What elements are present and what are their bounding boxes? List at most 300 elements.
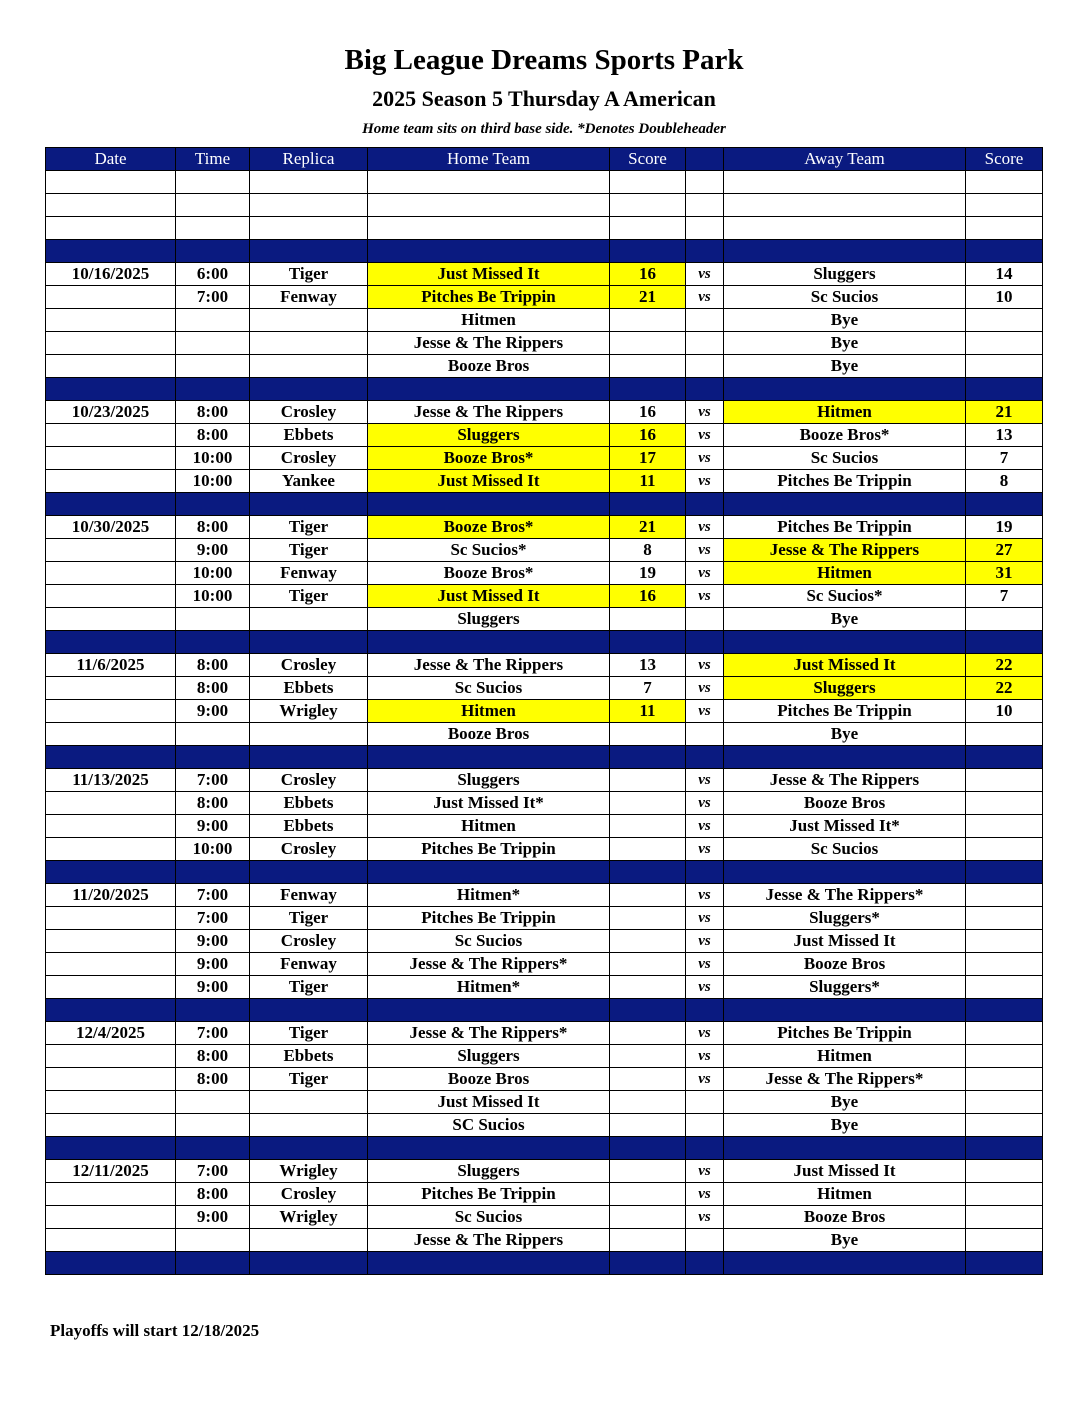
table-row (46, 1183, 1043, 1206)
cell-replica: Tiger (250, 1068, 368, 1091)
cell-away-score (966, 1045, 1043, 1068)
cell-home-team: Jesse & The Rippers (368, 332, 610, 355)
cell-time (176, 1229, 250, 1252)
blank-cell (176, 194, 250, 217)
separator-cell (46, 631, 176, 654)
cell-vs: vs (686, 1068, 724, 1091)
table-row (46, 470, 1043, 493)
table-row (46, 953, 1043, 976)
blank-cell (966, 194, 1043, 217)
cell-away-team: Sc Sucios (724, 838, 966, 861)
blank-cell (46, 217, 176, 240)
week-separator-row (46, 861, 1043, 884)
cell-home-team: Sc Sucios* (368, 539, 610, 562)
table-row (46, 815, 1043, 838)
cell-away-score (966, 355, 1043, 378)
cell-away-score (966, 309, 1043, 332)
cell-away-score (966, 1022, 1043, 1045)
cell-date (46, 309, 176, 332)
cell-time: 8:00 (176, 654, 250, 677)
cell-vs: vs (686, 884, 724, 907)
table-row (46, 1091, 1043, 1114)
cell-date (46, 815, 176, 838)
cell-home-team: Just Missed It (368, 263, 610, 286)
cell-home-score: 16 (610, 424, 686, 447)
cell-replica: Crosley (250, 401, 368, 424)
cell-away-score (966, 838, 1043, 861)
cell-time: 7:00 (176, 1022, 250, 1045)
separator-cell (368, 378, 610, 401)
cell-time: 8:00 (176, 424, 250, 447)
cell-home-team: Sc Sucios (368, 930, 610, 953)
cell-home-team: Pitches Be Trippin (368, 1183, 610, 1206)
cell-date (46, 332, 176, 355)
separator-cell (250, 240, 368, 263)
cell-replica: Fenway (250, 562, 368, 585)
table-row (46, 792, 1043, 815)
cell-date: 10/16/2025 (46, 263, 176, 286)
cell-home-score: 17 (610, 447, 686, 470)
cell-date: 11/6/2025 (46, 654, 176, 677)
blank-cell (966, 217, 1043, 240)
table-row (46, 424, 1043, 447)
cell-vs: vs (686, 470, 724, 493)
cell-home-team: Sluggers (368, 1045, 610, 1068)
separator-cell (686, 1252, 724, 1275)
week-separator-row (46, 999, 1043, 1022)
cell-home-score (610, 1229, 686, 1252)
separator-cell (724, 631, 966, 654)
cell-vs (686, 355, 724, 378)
week-separator-row (46, 746, 1043, 769)
cell-time: 8:00 (176, 1045, 250, 1068)
week-separator-row (46, 631, 1043, 654)
cell-time: 10:00 (176, 470, 250, 493)
cell-away-team: Jesse & The Rippers* (724, 1068, 966, 1091)
separator-cell (176, 999, 250, 1022)
cell-away-score: 7 (966, 447, 1043, 470)
cell-date (46, 976, 176, 999)
week-separator-row (46, 240, 1043, 263)
cell-replica: Tiger (250, 585, 368, 608)
cell-away-team: Booze Bros (724, 792, 966, 815)
blank-cell (724, 217, 966, 240)
cell-vs: vs (686, 930, 724, 953)
cell-time: 9:00 (176, 539, 250, 562)
table-row (46, 1045, 1043, 1068)
separator-cell (610, 493, 686, 516)
separator-cell (610, 746, 686, 769)
cell-home-team: Just Missed It (368, 470, 610, 493)
separator-cell (250, 746, 368, 769)
cell-away-team: Sluggers* (724, 976, 966, 999)
cell-replica: Crosley (250, 447, 368, 470)
cell-replica: Crosley (250, 1183, 368, 1206)
cell-home-score (610, 355, 686, 378)
cell-away-score (966, 1160, 1043, 1183)
separator-cell (686, 999, 724, 1022)
cell-home-score (610, 1091, 686, 1114)
cell-away-team: Pitches Be Trippin (724, 470, 966, 493)
cell-away-score: 7 (966, 585, 1043, 608)
cell-date: 12/4/2025 (46, 1022, 176, 1045)
cell-replica: Ebbets (250, 815, 368, 838)
separator-cell (966, 1252, 1043, 1275)
table-row (46, 907, 1043, 930)
cell-date (46, 562, 176, 585)
cell-vs: vs (686, 976, 724, 999)
cell-date (46, 792, 176, 815)
cell-away-team: Sc Sucios (724, 447, 966, 470)
week-separator-row (46, 378, 1043, 401)
cell-vs: vs (686, 286, 724, 309)
cell-vs: vs (686, 263, 724, 286)
table-row (46, 1160, 1043, 1183)
cell-home-team: Sluggers (368, 1160, 610, 1183)
cell-date (46, 1206, 176, 1229)
cell-home-score: 11 (610, 700, 686, 723)
col-header-away-score: Score (966, 148, 1043, 171)
cell-date (46, 1114, 176, 1137)
cell-time: 6:00 (176, 263, 250, 286)
cell-replica: Crosley (250, 769, 368, 792)
cell-time: 9:00 (176, 700, 250, 723)
separator-cell (686, 240, 724, 263)
cell-away-score: 10 (966, 286, 1043, 309)
cell-away-team: Bye (724, 355, 966, 378)
cell-replica: Ebbets (250, 1045, 368, 1068)
cell-away-score (966, 953, 1043, 976)
separator-cell (46, 493, 176, 516)
cell-home-team: Sluggers (368, 608, 610, 631)
cell-home-score (610, 1183, 686, 1206)
cell-time: 8:00 (176, 792, 250, 815)
blank-cell (250, 194, 368, 217)
cell-vs: vs (686, 654, 724, 677)
separator-cell (368, 861, 610, 884)
cell-home-team: Jesse & The Rippers (368, 1229, 610, 1252)
cell-home-team: Jesse & The Rippers* (368, 1022, 610, 1045)
cell-home-score: 8 (610, 539, 686, 562)
cell-home-team: Hitmen (368, 309, 610, 332)
cell-away-team: Booze Bros (724, 953, 966, 976)
cell-home-team: Hitmen* (368, 976, 610, 999)
cell-away-team: Just Missed It (724, 654, 966, 677)
table-row (46, 332, 1043, 355)
separator-cell (176, 1137, 250, 1160)
blank-cell (46, 194, 176, 217)
cell-home-team: Booze Bros (368, 723, 610, 746)
cell-home-score: 11 (610, 470, 686, 493)
cell-time: 8:00 (176, 1068, 250, 1091)
cell-replica: Tiger (250, 539, 368, 562)
col-header-replica: Replica (250, 148, 368, 171)
cell-vs: vs (686, 838, 724, 861)
cell-away-score (966, 1206, 1043, 1229)
cell-vs: vs (686, 539, 724, 562)
table-row (46, 309, 1043, 332)
cell-home-score: 16 (610, 585, 686, 608)
cell-vs: vs (686, 907, 724, 930)
separator-cell (724, 746, 966, 769)
cell-home-score (610, 1068, 686, 1091)
blank-cell (176, 217, 250, 240)
cell-home-team: Pitches Be Trippin (368, 286, 610, 309)
cell-replica: Ebbets (250, 424, 368, 447)
separator-cell (610, 378, 686, 401)
cell-away-score (966, 792, 1043, 815)
cell-away-score (966, 723, 1043, 746)
cell-date (46, 585, 176, 608)
table-row (46, 654, 1043, 677)
blank-cell (610, 171, 686, 194)
separator-cell (46, 240, 176, 263)
cell-home-score (610, 1160, 686, 1183)
cell-home-team: Just Missed It (368, 1091, 610, 1114)
cell-home-score: 16 (610, 263, 686, 286)
cell-home-team: Sluggers (368, 424, 610, 447)
cell-home-team: Just Missed It* (368, 792, 610, 815)
cell-away-team: Hitmen (724, 401, 966, 424)
cell-date (46, 1068, 176, 1091)
separator-cell (966, 378, 1043, 401)
separator-cell (966, 240, 1043, 263)
cell-away-score (966, 608, 1043, 631)
cell-away-team: Jesse & The Rippers (724, 769, 966, 792)
cell-away-team: Booze Bros* (724, 424, 966, 447)
cell-away-team: Hitmen (724, 1183, 966, 1206)
cell-away-team: Hitmen (724, 1045, 966, 1068)
cell-away-score: 19 (966, 516, 1043, 539)
cell-away-team: Just Missed It (724, 930, 966, 953)
cell-time (176, 723, 250, 746)
cell-date (46, 1183, 176, 1206)
separator-cell (368, 746, 610, 769)
table-row (46, 1229, 1043, 1252)
separator-cell (176, 861, 250, 884)
separator-cell (250, 1137, 368, 1160)
table-row (46, 585, 1043, 608)
blank-cell (368, 217, 610, 240)
separator-cell (724, 999, 966, 1022)
cell-home-score (610, 1045, 686, 1068)
cell-away-score: 22 (966, 677, 1043, 700)
blank-cell (686, 171, 724, 194)
cell-home-team: Jesse & The Rippers (368, 401, 610, 424)
playoffs-note: Playoffs will start 12/18/2025 (50, 1321, 260, 1340)
cell-home-team: Sluggers (368, 769, 610, 792)
cell-replica: Yankee (250, 470, 368, 493)
cell-time (176, 608, 250, 631)
page-title: Big League Dreams Sports Park (344, 44, 744, 76)
cell-home-score (610, 309, 686, 332)
cell-away-team: Bye (724, 332, 966, 355)
separator-cell (368, 999, 610, 1022)
cell-home-team: Booze Bros* (368, 447, 610, 470)
separator-cell (250, 631, 368, 654)
cell-away-score (966, 1068, 1043, 1091)
cell-replica: Tiger (250, 976, 368, 999)
cell-away-score (966, 930, 1043, 953)
cell-away-score (966, 332, 1043, 355)
cell-date: 11/20/2025 (46, 884, 176, 907)
cell-home-team: Jesse & The Rippers* (368, 953, 610, 976)
cell-date (46, 1091, 176, 1114)
cell-replica: Wrigley (250, 1160, 368, 1183)
blank-row (46, 171, 1043, 194)
cell-vs: vs (686, 562, 724, 585)
cell-home-score: 19 (610, 562, 686, 585)
cell-away-score (966, 1114, 1043, 1137)
table-row (46, 286, 1043, 309)
cell-away-team: Pitches Be Trippin (724, 1022, 966, 1045)
table-row (46, 516, 1043, 539)
cell-home-score (610, 608, 686, 631)
cell-date: 10/30/2025 (46, 516, 176, 539)
blank-row (46, 194, 1043, 217)
cell-home-score (610, 792, 686, 815)
cell-replica: Tiger (250, 907, 368, 930)
cell-vs: vs (686, 1206, 724, 1229)
cell-away-team: Sluggers (724, 677, 966, 700)
schedule-table (45, 147, 1043, 1275)
cell-vs: vs (686, 585, 724, 608)
cell-away-score: 8 (966, 470, 1043, 493)
cell-time: 9:00 (176, 815, 250, 838)
table-row (46, 838, 1043, 861)
separator-cell (176, 493, 250, 516)
cell-home-team: Sc Sucios (368, 1206, 610, 1229)
cell-date (46, 677, 176, 700)
blank-cell (966, 171, 1043, 194)
separator-cell (686, 493, 724, 516)
separator-cell (250, 493, 368, 516)
col-header-home-score: Score (610, 148, 686, 171)
col-header-date: Date (46, 148, 176, 171)
cell-home-team: Booze Bros* (368, 562, 610, 585)
table-row (46, 608, 1043, 631)
cell-home-team: Just Missed It (368, 585, 610, 608)
cell-time: 9:00 (176, 953, 250, 976)
col-header-time: Time (176, 148, 250, 171)
cell-date (46, 608, 176, 631)
cell-home-score (610, 953, 686, 976)
cell-vs (686, 723, 724, 746)
cell-away-team: Sluggers (724, 263, 966, 286)
cell-vs: vs (686, 792, 724, 815)
separator-cell (966, 746, 1043, 769)
cell-home-score (610, 907, 686, 930)
week-separator-row (46, 1137, 1043, 1160)
cell-away-team: Booze Bros (724, 1206, 966, 1229)
cell-home-score (610, 976, 686, 999)
separator-cell (46, 1137, 176, 1160)
cell-home-score (610, 815, 686, 838)
cell-home-team: Hitmen (368, 700, 610, 723)
blank-row (46, 217, 1043, 240)
blank-cell (724, 171, 966, 194)
cell-time (176, 1091, 250, 1114)
cell-away-score: 27 (966, 539, 1043, 562)
cell-replica (250, 309, 368, 332)
separator-cell (176, 240, 250, 263)
cell-away-score: 14 (966, 263, 1043, 286)
table-row (46, 976, 1043, 999)
cell-away-score (966, 907, 1043, 930)
cell-away-team: Bye (724, 1091, 966, 1114)
cell-home-score: 21 (610, 286, 686, 309)
separator-cell (250, 999, 368, 1022)
cell-home-score (610, 930, 686, 953)
separator-cell (250, 1252, 368, 1275)
cell-away-score (966, 1229, 1043, 1252)
col-header-away-team: Away Team (724, 148, 966, 171)
cell-vs: vs (686, 700, 724, 723)
separator-cell (610, 1137, 686, 1160)
cell-away-team: Bye (724, 309, 966, 332)
cell-replica: Crosley (250, 930, 368, 953)
cell-time: 8:00 (176, 1183, 250, 1206)
cell-home-score: 13 (610, 654, 686, 677)
cell-time: 10:00 (176, 585, 250, 608)
cell-vs: vs (686, 953, 724, 976)
col-header-vs (686, 148, 724, 171)
cell-replica (250, 332, 368, 355)
separator-cell (686, 378, 724, 401)
blank-cell (686, 194, 724, 217)
cell-away-score: 22 (966, 654, 1043, 677)
separator-cell (250, 378, 368, 401)
cell-vs: vs (686, 516, 724, 539)
cell-vs: vs (686, 769, 724, 792)
cell-away-score (966, 769, 1043, 792)
cell-replica: Tiger (250, 1022, 368, 1045)
schedule-note: Home team sits on third base side. *Denotes Doubleheader (362, 121, 726, 137)
cell-time (176, 309, 250, 332)
cell-vs: vs (686, 401, 724, 424)
cell-away-team: Bye (724, 1114, 966, 1137)
cell-home-score: 21 (610, 516, 686, 539)
cell-time: 9:00 (176, 930, 250, 953)
col-header-home-team: Home Team (368, 148, 610, 171)
separator-cell (686, 746, 724, 769)
cell-vs: vs (686, 677, 724, 700)
cell-date: 12/11/2025 (46, 1160, 176, 1183)
blank-cell (250, 171, 368, 194)
cell-date (46, 539, 176, 562)
cell-away-team: Sc Sucios (724, 286, 966, 309)
separator-cell (176, 1252, 250, 1275)
table-row (46, 884, 1043, 907)
cell-replica: Tiger (250, 263, 368, 286)
cell-vs: vs (686, 815, 724, 838)
cell-home-team: SC Sucios (368, 1114, 610, 1137)
cell-vs: vs (686, 1160, 724, 1183)
cell-time: 7:00 (176, 884, 250, 907)
separator-cell (610, 1252, 686, 1275)
cell-time: 7:00 (176, 1160, 250, 1183)
cell-away-team: Just Missed It* (724, 815, 966, 838)
blank-cell (610, 217, 686, 240)
cell-away-score (966, 976, 1043, 999)
cell-home-team: Booze Bros* (368, 516, 610, 539)
cell-date (46, 1229, 176, 1252)
cell-home-score: 7 (610, 677, 686, 700)
blank-cell (46, 171, 176, 194)
cell-date (46, 447, 176, 470)
cell-vs (686, 1229, 724, 1252)
cell-home-score (610, 332, 686, 355)
